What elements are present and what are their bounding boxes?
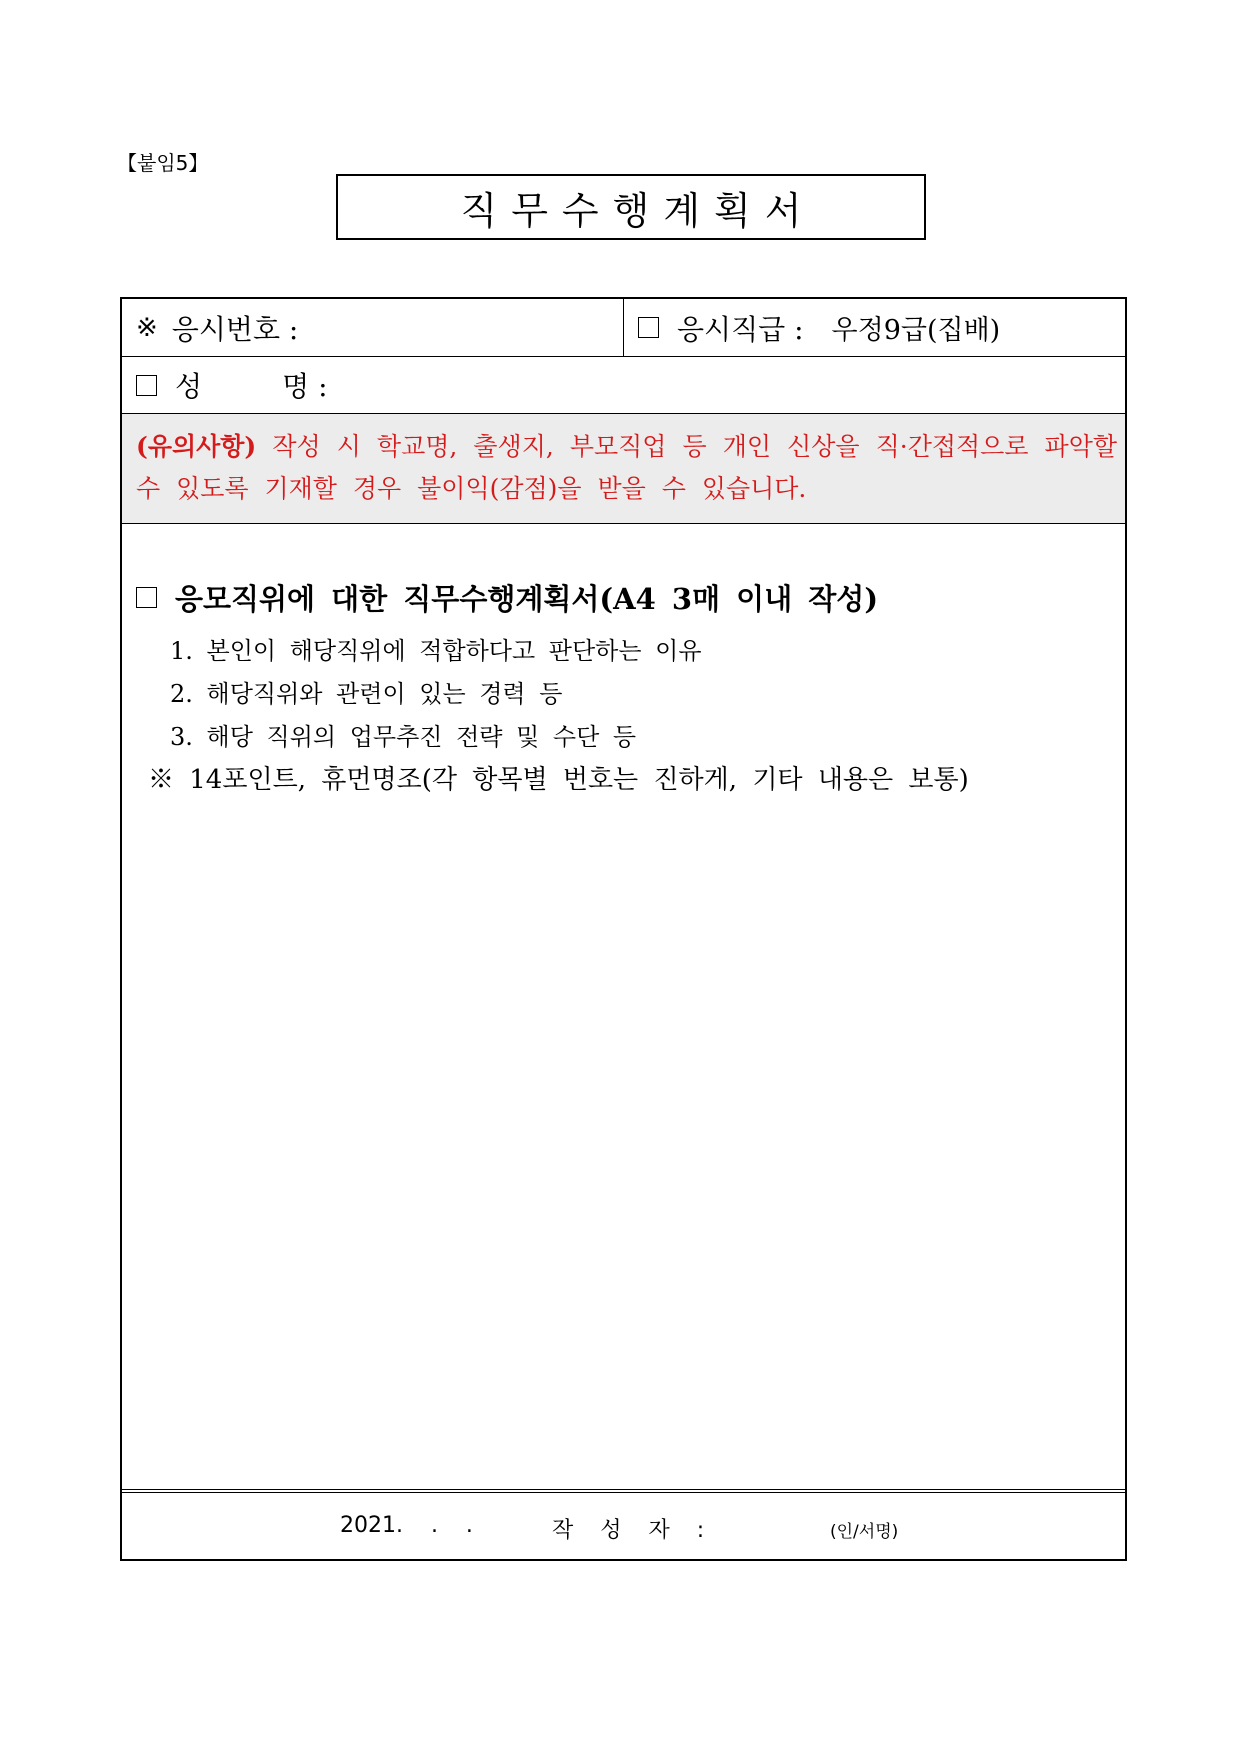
signature-footer bbox=[122, 1493, 1125, 1559]
reference-mark-icon: ※ bbox=[136, 312, 158, 343]
name-label: 성 명 : bbox=[175, 370, 328, 403]
exam-number-label: 응시번호 : bbox=[171, 312, 299, 346]
checkbox-icon bbox=[136, 587, 157, 608]
notice-body: 작성 시 학교명, 출생지, 부모직업 등 개인 신상을 직·간접적으로 파악할 수 있도록 기재할 경우 불이익(감점)을 받을 수 있습니다. bbox=[136, 432, 1117, 503]
notice-row bbox=[122, 414, 1125, 524]
document-title: 직무수행계획서 bbox=[460, 188, 816, 233]
date-field: 2021. . . bbox=[340, 1513, 473, 1538]
guide-item: 1. 본인이 해당직위에 적합하다고 판단하는 이유 bbox=[170, 637, 702, 665]
seal-signature-label: (인/서명) bbox=[830, 1522, 899, 1542]
checkbox-icon bbox=[136, 375, 157, 396]
exam-grade-field bbox=[624, 299, 1125, 356]
exam-grade-value: 우정9급(집배) bbox=[831, 315, 1001, 346]
section-heading-text: 응모직위에 대한 직무수행계획서(A4 3매 이내 작성) bbox=[175, 582, 879, 616]
checkbox-icon bbox=[638, 317, 659, 338]
notice-heading: (유의사항) bbox=[136, 432, 257, 461]
guide-item: 2. 해당직위와 관련이 있는 경력 등 bbox=[170, 680, 563, 708]
exam-grade-label: 응시직급 : bbox=[677, 312, 804, 346]
document-title-box bbox=[336, 174, 926, 240]
plan-content-area[interactable] bbox=[122, 525, 1125, 1493]
attachment-label: 【붙임5】 bbox=[117, 151, 209, 175]
guide-item: 3. 해당 직위의 업무추진 전략 및 수단 등 bbox=[170, 723, 637, 751]
exam-info-row bbox=[122, 299, 1125, 357]
format-note: ※ 14포인트, 휴먼명조(각 항목별 번호는 진하게, 기타 내용은 보통) bbox=[148, 765, 969, 795]
application-form bbox=[120, 297, 1127, 1561]
name-field[interactable] bbox=[122, 357, 1125, 414]
writer-label: 작 성 자 : bbox=[552, 1518, 715, 1543]
section-heading bbox=[136, 577, 878, 618]
notice-text bbox=[136, 426, 1117, 510]
exam-number-field[interactable] bbox=[122, 299, 624, 356]
